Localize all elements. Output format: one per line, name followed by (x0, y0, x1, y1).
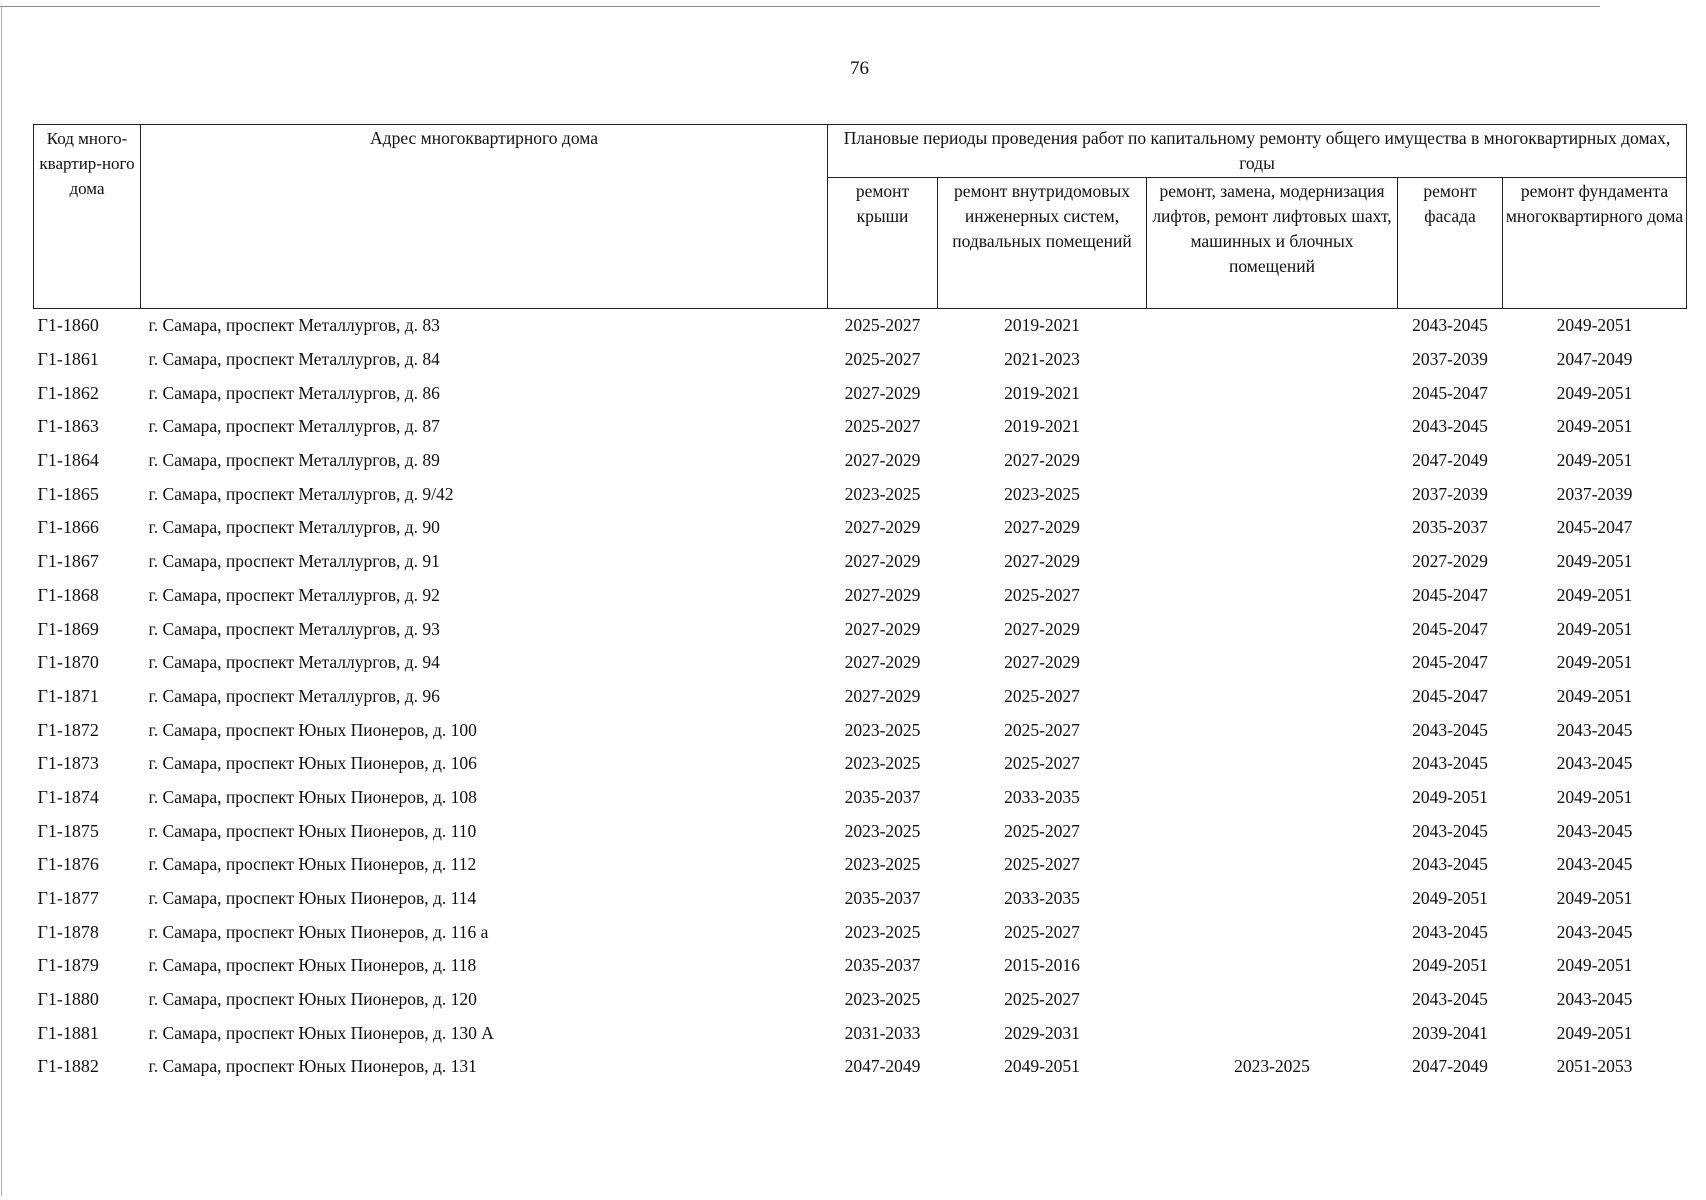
cell-lifts (1147, 376, 1398, 410)
cell-roof: 2023-2025 (844, 854, 921, 875)
cell-roof: 2025-2027 (844, 349, 921, 370)
cell-facade: 2035-2037 (1412, 517, 1488, 538)
cell-code: Г1-1870 (37, 652, 99, 673)
cell-lifts (1147, 646, 1398, 680)
cell-address: г. Самара, проспект Юных Пионеров, д. 106 (148, 753, 477, 774)
table-row (34, 1050, 1687, 1084)
cell-facade: 2043-2045 (1412, 753, 1488, 774)
cell-code: Г1-1864 (37, 450, 99, 471)
cell-engineering: 2025-2027 (1004, 685, 1080, 706)
cell-code: Г1-1882 (37, 1056, 99, 1077)
cell-code: Г1-1868 (37, 584, 99, 605)
cell-lifts (1147, 781, 1398, 815)
cell-code: Г1-1871 (37, 685, 99, 706)
cell-roof: 2035-2037 (844, 786, 921, 807)
cell-facade: 2049-2051 (1412, 786, 1488, 807)
cell-foundation: 2043-2045 (1556, 753, 1633, 774)
table-body (34, 309, 1687, 1084)
header-code: Код много-квартир-ного дома (34, 125, 141, 309)
cell-address: г. Самара, проспект Металлургов, д. 96 (148, 685, 440, 706)
cell-foundation: 2049-2051 (1556, 888, 1633, 909)
cell-facade: 2049-2051 (1412, 955, 1488, 976)
cell-engineering: 2033-2035 (1004, 888, 1080, 909)
table-row (34, 848, 1687, 882)
cell-foundation: 2049-2051 (1556, 416, 1633, 437)
cell-roof: 2027-2029 (844, 450, 921, 471)
cell-roof: 2027-2029 (844, 618, 921, 639)
cell-lifts (1147, 1016, 1398, 1050)
cell-engineering: 2027-2029 (1004, 551, 1080, 572)
cell-roof: 2023-2025 (844, 820, 921, 841)
table-row (34, 410, 1687, 444)
table-row (34, 444, 1687, 478)
cell-roof: 2047-2049 (844, 1056, 921, 1077)
cell-facade: 2047-2049 (1412, 450, 1488, 471)
cell-engineering: 2027-2029 (1004, 652, 1080, 673)
cell-foundation: 2047-2049 (1556, 349, 1633, 370)
cell-lifts (1147, 511, 1398, 545)
cell-foundation: 2043-2045 (1556, 989, 1633, 1010)
cell-address: г. Самара, проспект Юных Пионеров, д. 112 (148, 854, 477, 875)
cell-address: г. Самара, проспект Юных Пионеров, д. 131 (148, 1056, 477, 1077)
cell-address: г. Самара, проспект Металлургов, д. 90 (148, 517, 440, 538)
cell-foundation: 2049-2051 (1556, 584, 1633, 605)
cell-facade: 2027-2029 (1412, 551, 1488, 572)
table-row (34, 781, 1687, 815)
cell-engineering: 2027-2029 (1004, 517, 1080, 538)
cell-engineering: 2023-2025 (1004, 483, 1080, 504)
cell-code: Г1-1867 (37, 551, 99, 572)
cell-lifts (1147, 949, 1398, 983)
cell-facade: 2043-2045 (1412, 820, 1488, 841)
cell-address: г. Самара, проспект Юных Пионеров, д. 120 (148, 989, 477, 1010)
cell-code: Г1-1877 (37, 888, 99, 909)
cell-facade: 2045-2047 (1412, 618, 1488, 639)
cell-facade: 2043-2045 (1412, 315, 1488, 336)
cell-lifts (1147, 882, 1398, 916)
cell-lifts (1147, 477, 1398, 511)
table-row (34, 511, 1687, 545)
cell-engineering: 2027-2029 (1004, 618, 1080, 639)
cell-engineering: 2019-2021 (1004, 416, 1080, 437)
header-address: Адрес многоквартирного дома (141, 125, 828, 309)
cell-lifts (1147, 343, 1398, 377)
table-row (34, 579, 1687, 613)
cell-roof: 2031-2033 (844, 1022, 921, 1043)
cell-lifts (1147, 680, 1398, 714)
cell-address: г. Самара, проспект Металлургов, д. 93 (148, 618, 440, 639)
cell-code: Г1-1860 (37, 315, 99, 336)
cell-roof: 2023-2025 (844, 989, 921, 1010)
cell-engineering: 2049-2051 (1004, 1056, 1080, 1077)
cell-lifts (1147, 814, 1398, 848)
cell-foundation: 2049-2051 (1556, 618, 1633, 639)
cell-code: Г1-1881 (37, 1022, 99, 1043)
cell-address: г. Самара, проспект Металлургов, д. 89 (148, 450, 440, 471)
table-row (34, 1016, 1687, 1050)
cell-address: г. Самара, проспект Металлургов, д. 84 (148, 349, 440, 370)
cell-foundation: 2043-2045 (1556, 854, 1633, 875)
cell-address: г. Самара, проспект Юных Пионеров, д. 114 (148, 888, 477, 909)
cell-facade: 2043-2045 (1412, 921, 1488, 942)
page-number: 76 (850, 58, 869, 79)
table-row (34, 680, 1687, 714)
table-row (34, 915, 1687, 949)
cell-roof: 2027-2029 (844, 584, 921, 605)
cell-address: г. Самара, проспект Металлургов, д. 83 (148, 315, 440, 336)
cell-lifts (1147, 713, 1398, 747)
cell-engineering: 2025-2027 (1004, 584, 1080, 605)
header-facade: ремонт фасада (1398, 178, 1503, 309)
cell-facade: 2039-2041 (1412, 1022, 1488, 1043)
cell-roof: 2027-2029 (844, 551, 921, 572)
cell-lifts: 2023-2025 (1234, 1056, 1310, 1077)
cell-facade: 2045-2047 (1412, 382, 1488, 403)
cell-facade: 2045-2047 (1412, 685, 1488, 706)
cell-address: г. Самара, проспект Юных Пионеров, д. 130 А (148, 1022, 494, 1043)
cell-engineering: 2025-2027 (1004, 989, 1080, 1010)
cell-code: Г1-1872 (37, 719, 99, 740)
cell-lifts (1147, 612, 1398, 646)
cell-code: Г1-1874 (37, 786, 99, 807)
cell-facade: 2049-2051 (1412, 888, 1488, 909)
cell-engineering: 2019-2021 (1004, 315, 1080, 336)
table-row (34, 646, 1687, 680)
cell-engineering: 2025-2027 (1004, 921, 1080, 942)
cell-engineering: 2025-2027 (1004, 753, 1080, 774)
cell-roof: 2035-2037 (844, 955, 921, 976)
cell-code: Г1-1861 (37, 349, 99, 370)
cell-foundation: 2043-2045 (1556, 921, 1633, 942)
cell-facade: 2037-2039 (1412, 349, 1488, 370)
cell-facade: 2045-2047 (1412, 584, 1488, 605)
cell-foundation: 2037-2039 (1556, 483, 1633, 504)
cell-code: Г1-1880 (37, 989, 99, 1010)
cell-roof: 2027-2029 (844, 685, 921, 706)
table-row (34, 747, 1687, 781)
scan-edge-left (1, 6, 2, 1196)
table-row (34, 477, 1687, 511)
cell-address: г. Самара, проспект Металлургов, д. 91 (148, 551, 440, 572)
cell-foundation: 2049-2051 (1556, 382, 1633, 403)
cell-facade: 2043-2045 (1412, 416, 1488, 437)
cell-lifts (1147, 444, 1398, 478)
table-row (34, 343, 1687, 377)
cell-engineering: 2029-2031 (1004, 1022, 1080, 1043)
cell-facade: 2043-2045 (1412, 989, 1488, 1010)
cell-address: г. Самара, проспект Металлургов, д. 87 (148, 416, 440, 437)
cell-address: г. Самара, проспект Металлургов, д. 86 (148, 382, 440, 403)
table-row (34, 983, 1687, 1017)
cell-engineering: 2025-2027 (1004, 820, 1080, 841)
cell-roof: 2035-2037 (844, 888, 921, 909)
cell-roof: 2023-2025 (844, 483, 921, 504)
cell-code: Г1-1875 (37, 820, 99, 841)
cell-foundation: 2051-2053 (1556, 1056, 1633, 1077)
cell-roof: 2027-2029 (844, 382, 921, 403)
cell-roof: 2025-2027 (844, 315, 921, 336)
cell-foundation: 2049-2051 (1556, 955, 1633, 976)
cell-engineering: 2025-2027 (1004, 719, 1080, 740)
repair-schedule-table (33, 124, 1687, 1084)
table-row (34, 713, 1687, 747)
cell-foundation: 2049-2051 (1556, 652, 1633, 673)
cell-roof: 2027-2029 (844, 517, 921, 538)
cell-engineering: 2015-2016 (1004, 955, 1080, 976)
cell-code: Г1-1876 (37, 854, 99, 875)
cell-code: Г1-1879 (37, 955, 99, 976)
cell-roof: 2023-2025 (844, 753, 921, 774)
cell-foundation: 2049-2051 (1556, 450, 1633, 471)
header-periods-group: Плановые периоды проведения работ по капитальному ремонту общего имущества в многоквартирных домах, годы (828, 125, 1687, 178)
cell-facade: 2043-2045 (1412, 719, 1488, 740)
cell-address: г. Самара, проспект Юных Пионеров, д. 100 (148, 719, 477, 740)
cell-foundation: 2043-2045 (1556, 719, 1633, 740)
table-row (34, 949, 1687, 983)
cell-lifts (1147, 848, 1398, 882)
table-header (34, 125, 1687, 309)
cell-code: Г1-1873 (37, 753, 99, 774)
cell-lifts (1147, 579, 1398, 613)
cell-lifts (1147, 747, 1398, 781)
cell-code: Г1-1869 (37, 618, 99, 639)
cell-facade: 2043-2045 (1412, 854, 1488, 875)
table-row (34, 612, 1687, 646)
cell-engineering: 2025-2027 (1004, 854, 1080, 875)
table-row (34, 376, 1687, 410)
cell-facade: 2037-2039 (1412, 483, 1488, 504)
cell-code: Г1-1878 (37, 921, 99, 942)
cell-foundation: 2049-2051 (1556, 551, 1633, 572)
cell-roof: 2025-2027 (844, 416, 921, 437)
cell-foundation: 2043-2045 (1556, 820, 1633, 841)
table-row (34, 882, 1687, 916)
cell-lifts (1147, 915, 1398, 949)
cell-roof: 2027-2029 (844, 652, 921, 673)
scan-edge-top (0, 6, 1600, 7)
cell-address: г. Самара, проспект Юных Пионеров, д. 108 (148, 786, 477, 807)
cell-code: Г1-1865 (37, 483, 99, 504)
cell-engineering: 2027-2029 (1004, 450, 1080, 471)
cell-foundation: 2049-2051 (1556, 315, 1633, 336)
cell-code: Г1-1863 (37, 416, 99, 437)
header-engineering: ремонт внутридомовых инженерных систем, подвальных помещений (938, 178, 1147, 309)
cell-roof: 2023-2025 (844, 921, 921, 942)
cell-engineering: 2019-2021 (1004, 382, 1080, 403)
cell-lifts (1147, 410, 1398, 444)
cell-address: г. Самара, проспект Металлургов, д. 92 (148, 584, 440, 605)
header-roof: ремонт крыши (828, 178, 938, 309)
header-foundation: ремонт фундамента многоквартирного дома (1503, 178, 1687, 309)
cell-roof: 2023-2025 (844, 719, 921, 740)
cell-facade: 2047-2049 (1412, 1056, 1488, 1077)
table-row (34, 814, 1687, 848)
cell-code: Г1-1866 (37, 517, 99, 538)
cell-foundation: 2049-2051 (1556, 685, 1633, 706)
cell-foundation: 2045-2047 (1556, 517, 1633, 538)
cell-foundation: 2049-2051 (1556, 1022, 1633, 1043)
cell-lifts (1147, 309, 1398, 343)
cell-lifts (1147, 545, 1398, 579)
cell-lifts (1147, 983, 1398, 1017)
cell-engineering: 2021-2023 (1004, 349, 1080, 370)
table-row (34, 309, 1687, 343)
cell-code: Г1-1862 (37, 382, 99, 403)
header-lifts: ремонт, замена, модернизация лифтов, ремонт лифтовых шахт, машинных и блочных помещений (1147, 178, 1398, 309)
cell-address: г. Самара, проспект Юных Пионеров, д. 110 (148, 820, 477, 841)
cell-foundation: 2049-2051 (1556, 786, 1633, 807)
cell-address: г. Самара, проспект Юных Пионеров, д. 118 (148, 955, 477, 976)
cell-engineering: 2033-2035 (1004, 786, 1080, 807)
cell-address: г. Самара, проспект Металлургов, д. 9/42 (148, 483, 454, 504)
cell-address: г. Самара, проспект Металлургов, д. 94 (148, 652, 440, 673)
table-row (34, 545, 1687, 579)
cell-address: г. Самара, проспект Юных Пионеров, д. 116 а (148, 921, 489, 942)
cell-facade: 2045-2047 (1412, 652, 1488, 673)
